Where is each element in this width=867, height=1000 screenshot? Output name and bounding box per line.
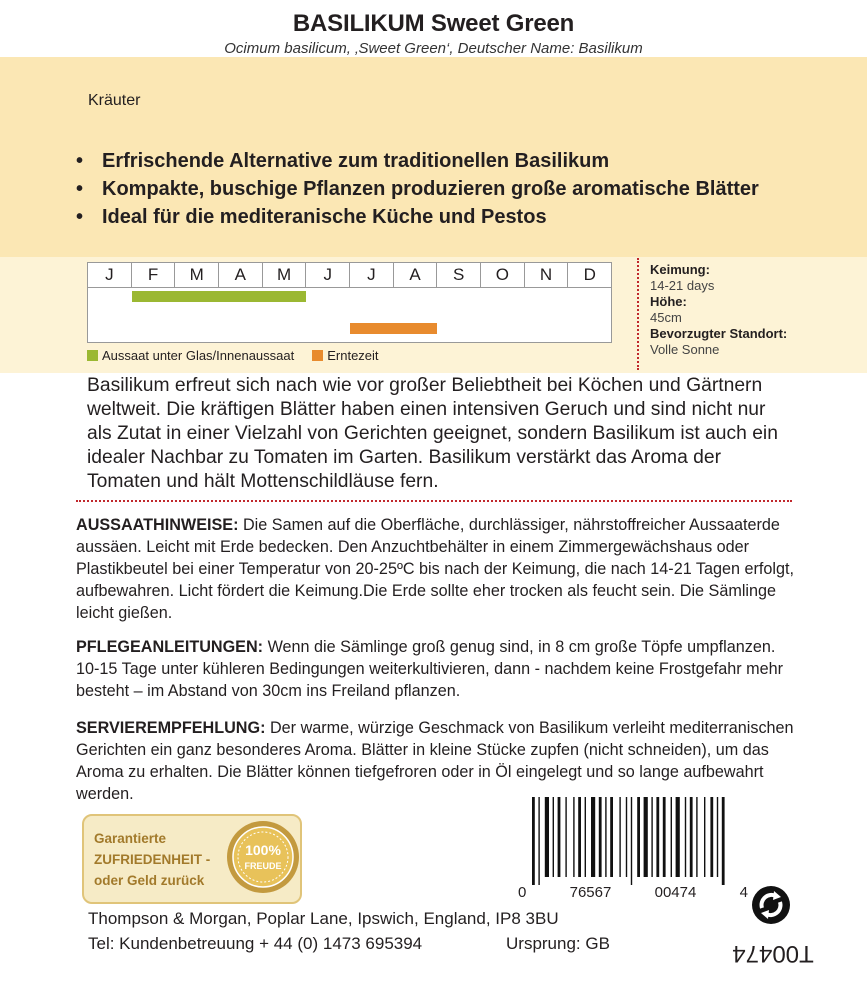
care-section xyxy=(76,636,796,702)
barcode-bar xyxy=(710,797,713,877)
sowing-heading: AUSSAATHINWEISE: xyxy=(76,516,239,534)
feature-item: • Ideal für die mediteranische Küche und Pestos xyxy=(76,203,836,231)
month-label: S xyxy=(437,263,481,287)
month-label: J xyxy=(88,263,132,287)
barcode-bar xyxy=(651,797,652,877)
barcode-bar xyxy=(578,797,581,877)
feature-list xyxy=(76,147,836,231)
barcode-bar xyxy=(591,797,595,877)
care-text: Wenn die Sämlinge groß genug sind, in 8 cm große Töpfe umpflanzen. 10-15 Tage unter kühleren Bedingungen weiterkultivieren, dann - nachdem keine Frostgefahr mehr besteht – im Abstand von 30cm ins Freiland pflanzen. xyxy=(76,638,783,700)
month-label: J xyxy=(306,263,350,287)
growing-info xyxy=(650,262,787,358)
barcode-bar xyxy=(663,797,666,877)
product-description: Basilikum erfreut sich nach wie vor großer Beliebtheit bei Köchen und Gärtnern weltweit. Die kräftigen Blätter haben einen intensiven Geruch und sind nicht nur als Zutat in einer Vielzahl von Gerichten geeignet, sondern Basilikum ist auch ein idealer Nachbar zu Tomaten im Garten. Basilikum verstärkt das Aroma der Tomaten und hält Mottenschildläuse fern. xyxy=(87,375,778,492)
growing-calendar xyxy=(87,262,612,343)
germination-value: 14-21 days xyxy=(650,278,715,293)
harvest-bar xyxy=(350,323,437,334)
botanical-name: Ocimum basilicum, ‚Sweet Green‘, Deutscher Name: Basilikum xyxy=(224,40,643,57)
barcode-digits: 0 76567 00474 4 xyxy=(518,884,748,901)
legend-swatch-harvest xyxy=(312,350,323,361)
barcode-bar xyxy=(690,797,693,877)
barcode-bar xyxy=(671,797,672,877)
barcode-icon xyxy=(530,797,736,885)
dotted-divider-horizontal xyxy=(76,500,792,502)
dotted-divider-vertical xyxy=(637,258,639,370)
barcode-bar xyxy=(605,797,606,877)
sowing-bar xyxy=(132,291,306,302)
legend-harvest: Erntezeit xyxy=(312,348,378,363)
country-of-origin: Ursprung: GB xyxy=(506,934,610,953)
barcode-bar xyxy=(610,797,613,877)
sowing-text: Die Samen auf die Oberfläche, durchlässiger, nährstoffreicher Aussaaterde aussäen. Leicht mit Erde bedecken. Den Anzuchtbehälter in einem Zimmergewächshaus oder Plastikbeutel bei einer Temperatur von 20-25ºC bis nach der Keimung, die nach 14-21 Tagen erfolgt, aufbewahren. Licht fördert die Keimung.Die Erde sollte eher trocken als feucht sein. Die Sämlinge leicht gießen. xyxy=(76,516,795,622)
height-value: 45cm xyxy=(650,310,682,325)
barcode-bar xyxy=(565,797,566,877)
month-label: F xyxy=(132,263,176,287)
calendar-months xyxy=(88,263,611,288)
company-address: Thompson & Morgan, Poplar Lane, Ipswich, England, IP8 3BU xyxy=(88,909,559,928)
month-label: M xyxy=(263,263,307,287)
barcode-bar xyxy=(696,797,697,877)
seal-percent: 100% xyxy=(245,842,281,858)
location-value: Volle Sonne xyxy=(650,342,720,357)
seal-icon xyxy=(223,817,303,897)
barcode-bar xyxy=(717,797,718,877)
barcode-bar xyxy=(722,797,725,885)
product-title: BASILIKUM Sweet Green xyxy=(292,10,575,37)
barcode-bar xyxy=(532,797,535,885)
serving-section xyxy=(76,717,796,805)
bullet-icon: • xyxy=(76,178,84,200)
seal-label: FREUDE xyxy=(244,861,282,871)
category-label: Kräuter xyxy=(88,92,141,109)
germination-label: Keimung: xyxy=(650,262,710,277)
legend-sowing: Aussaat unter Glas/Innenaussaat xyxy=(87,348,294,363)
month-label: D xyxy=(583,265,596,284)
barcode-bar xyxy=(644,797,648,877)
customer-service-phone: Tel: Kundenbetreuung + 44 (0) 1473 695394 xyxy=(88,934,423,953)
barcode-bar xyxy=(637,797,640,877)
serving-text: Der warme, würzige Geschmack von Basilikum verleiht mediterranischen Gerichten ein ganz besonderes Aroma. Blätter in kleine Stücke zupfen (nicht schneiden), um das Aroma zu erhalten. Die Blätter können tiefgefroren oder in Öl eingelegt und so lange aufbewahrt werden. xyxy=(76,719,794,803)
barcode-bar xyxy=(685,797,686,877)
guarantee-line-3: oder Geld zurück xyxy=(94,873,205,888)
care-heading: PFLEGEANLEITUNGEN: xyxy=(76,638,264,656)
barcode-bar xyxy=(585,797,586,877)
month-label: A xyxy=(394,263,438,287)
sowing-section xyxy=(76,514,796,624)
month-label: N xyxy=(525,263,569,287)
guarantee-line-2: ZUFRIEDENHEIT - xyxy=(94,852,211,867)
barcode-bar xyxy=(704,797,705,877)
location-label: Bevorzugter Standort: xyxy=(650,326,788,341)
barcode-bar xyxy=(626,797,627,877)
bullet-icon: • xyxy=(76,150,84,172)
legend-swatch-sowing xyxy=(87,350,98,361)
feature-item: • Erfrischende Alternative zum traditionellen Basilikum xyxy=(76,147,836,175)
month-label: A xyxy=(219,263,263,287)
barcode-bar xyxy=(553,797,554,877)
month-label: J xyxy=(350,263,394,287)
height-label: Höhe: xyxy=(650,294,687,309)
feature-item: • Kompakte, buschige Pflanzen produzieren große aromatische Blätter xyxy=(76,175,836,203)
barcode-bar xyxy=(676,797,680,877)
barcode-bar xyxy=(558,797,561,877)
barcode-bar xyxy=(631,797,632,885)
barcode-bar xyxy=(619,797,620,877)
serving-heading: SERVIEREMPFEHLUNG: xyxy=(76,719,266,737)
barcode-bar xyxy=(538,797,539,885)
barcode-bar xyxy=(599,797,602,877)
month-label: O xyxy=(481,263,525,287)
barcode-bar xyxy=(573,797,574,877)
calendar-legend xyxy=(87,348,379,363)
month-label: M xyxy=(175,263,219,287)
barcode-bar xyxy=(545,797,549,877)
product-code: T00474 xyxy=(732,940,814,967)
bullet-icon: • xyxy=(76,206,84,228)
barcode-bar xyxy=(656,797,659,877)
guarantee-line-1: Garantierte xyxy=(94,831,167,846)
